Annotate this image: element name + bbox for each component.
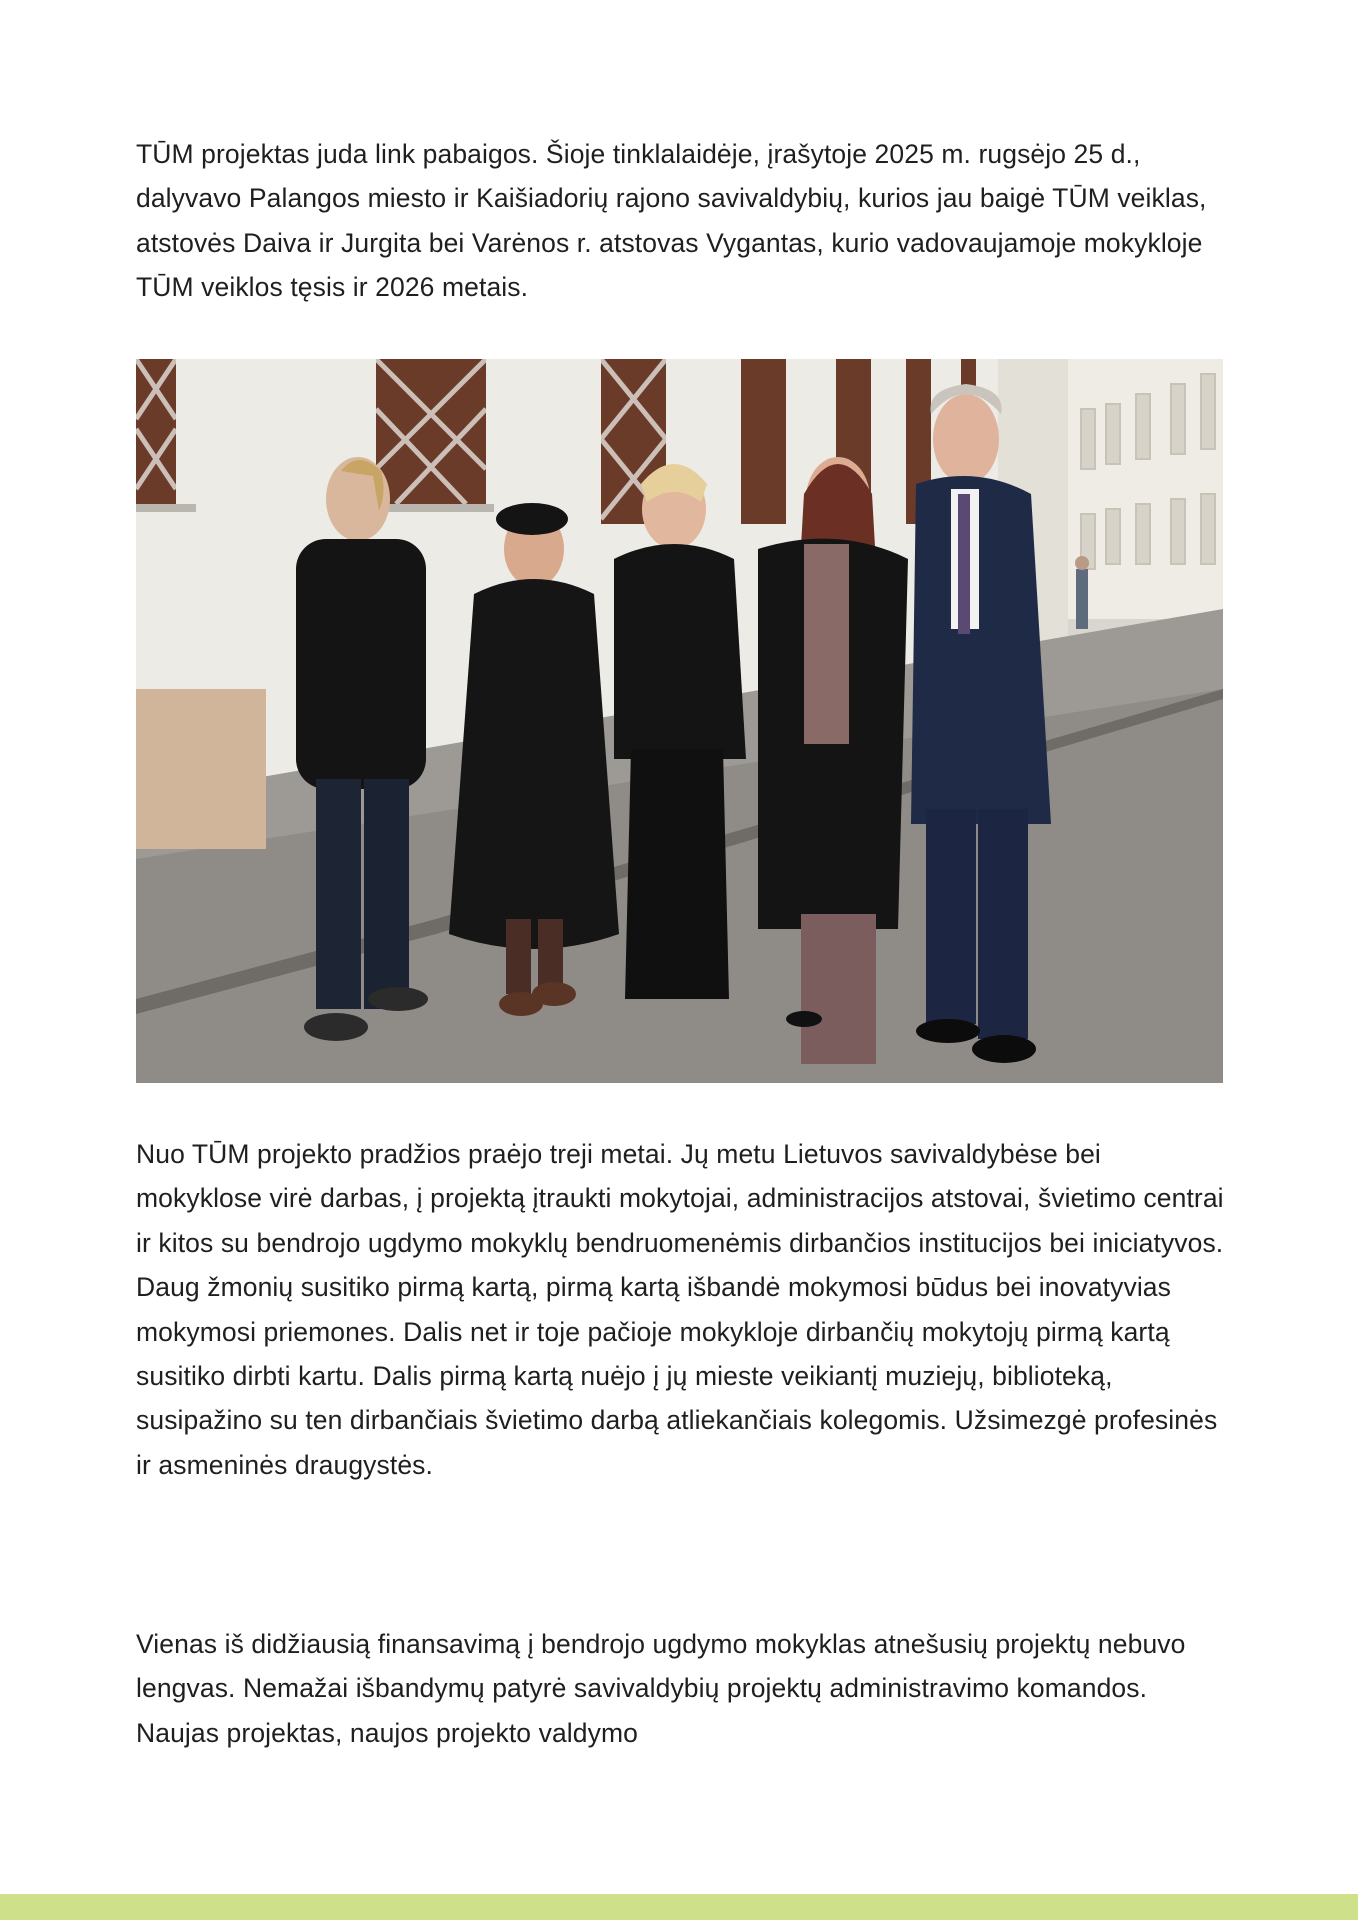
body-paragraph-2: Vienas iš didžiausią finansavimą į bendrojo ugdymo mokyklas atnešusių projektų nebuvo lengvas. Nemažai išbandymų patyrė savivaldybių projektų administravimo komandos. Naujas projektas, naujos projekto valdymo [136,1629,1186,1748]
group-photo [136,359,1223,1083]
intro-paragraph: TŪM projektas juda link pabaigos. Šioje tinklalaidėje, įrašytoje 2025 m. rugsėjo 25 d., dalyvavo Palangos miesto ir Kaišiadorių rajono savivaldybių, kurios jau baigė TŪM veiklas, atstovės Daiva ir Jurgita bei Varėnos r. atstovas Vygantas, kurio vadovaujamoje mokykloje TŪM veiklos tęsis ir 2026 metais. [136,139,1207,303]
footer-color-band [0,1894,1358,1920]
body-paragraph-1: Nuo TŪM projekto pradžios praėjo treji metai. Jų metu Lietuvos savivaldybėse bei mokyklose virė darbas, į projektą įtraukti mokytojai, administracijos atstovai, švietimo centrai ir kitos su bendrojo ugdymo mokyklų bendruomenėmis dirbančios institucijos bei iniciatyvos. Daug žmonių susitiko pirmą kartą, pirmą kartą išbandė mokymosi būdus bei inovatyvias mokymosi priemones. Dalis net ir toje pačioje mokykloje dirbančių mokytojų pirmą kartą susitiko dirbti kartu. Dalis pirmą kartą nuėjo į jų mieste veikiantį muziejų, biblioteką, susipažino su ten dirbančiais švietimo darbą atliekančiais kolegomis. Užsimezgė profesinės ir asmeninės draugystės. [136,1139,1224,1480]
